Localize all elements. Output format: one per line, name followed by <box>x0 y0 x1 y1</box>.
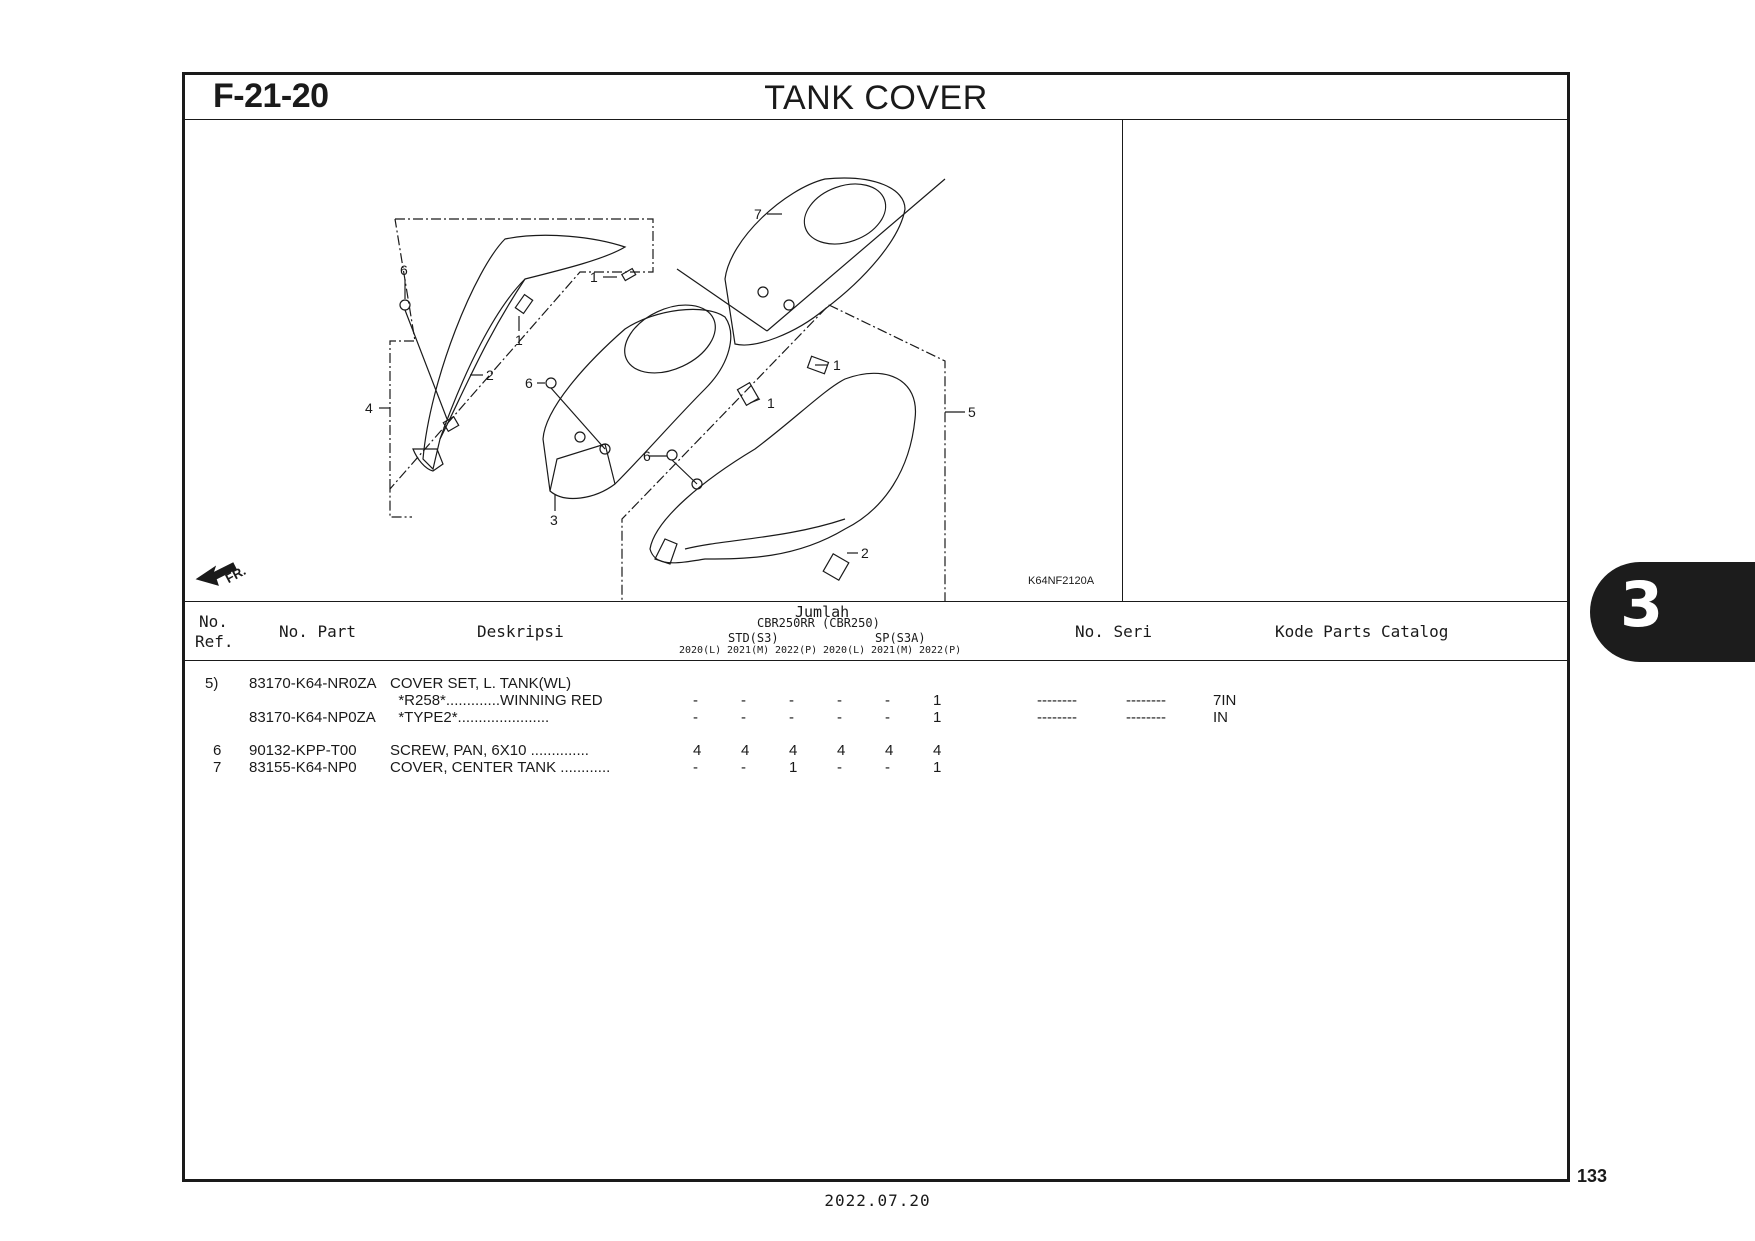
cell-qty: - <box>693 709 698 726</box>
cell-part-number: 83170-K64-NR0ZA <box>249 675 377 692</box>
header-year: 2020(L) <box>823 645 866 656</box>
title-row <box>185 75 1567 120</box>
callout-6a: 6 <box>400 262 408 278</box>
cell-seri: -------- <box>1037 709 1077 726</box>
cell-qty: 1 <box>933 759 942 776</box>
footer-date: 2022.07.20 <box>824 1191 931 1210</box>
cell-seri: -------- <box>1126 692 1166 709</box>
header-deskripsi: Deskripsi <box>477 622 564 641</box>
cell-seri: -------- <box>1126 709 1166 726</box>
callout-3: 3 <box>550 512 558 528</box>
callout-7: 7 <box>754 206 762 222</box>
callout-5: 5 <box>968 404 976 420</box>
front-direction-label: FR. <box>222 562 249 587</box>
callout-4: 4 <box>365 400 373 416</box>
cell-description: COVER SET, L. TANK(WL) <box>390 675 572 692</box>
cell-qty: 4 <box>837 742 846 759</box>
screw-6a <box>400 300 410 310</box>
cell-qty: - <box>885 692 890 709</box>
chapter-number: 3 <box>1620 568 1664 641</box>
cell-description: *TYPE2*...................... <box>390 709 550 726</box>
screw-6c <box>667 450 677 460</box>
cell-qty: - <box>741 692 746 709</box>
part-7-center-cover <box>725 178 905 345</box>
header-year: 2022(P) <box>919 645 962 656</box>
cell-qty: - <box>693 692 698 709</box>
parts-illustration <box>185 119 1122 601</box>
group-outline-4 <box>390 219 653 517</box>
header-no-seri: No. Seri <box>1075 622 1153 641</box>
cell-qty: - <box>885 759 890 776</box>
page-number: 133 <box>1577 1166 1608 1186</box>
cell-qty: - <box>693 759 698 776</box>
blank-panel <box>1122 119 1570 601</box>
header-year: 2021(M) <box>871 645 914 656</box>
callout-1d: 1 <box>767 395 775 411</box>
cell-kode: 7IN <box>1213 692 1237 709</box>
cell-seri: -------- <box>1037 692 1077 709</box>
cell-ref: 6 <box>213 742 222 759</box>
chapter-tab[interactable] <box>1590 562 1755 662</box>
cell-ref: 7 <box>213 759 222 776</box>
sticker-1d <box>737 383 758 406</box>
header-no-ref: No. <box>199 612 228 631</box>
header-ref: Ref. <box>195 632 234 651</box>
catalog-page-frame <box>182 72 1570 1182</box>
part-3-tank-cover <box>543 309 731 498</box>
cell-qty: 4 <box>741 742 750 759</box>
figure-code: F-21-20 <box>213 77 329 115</box>
callout-2b: 2 <box>861 545 869 561</box>
header-no-part: No. Part <box>279 622 357 641</box>
sticker-1b <box>515 295 532 314</box>
cell-qty: - <box>837 692 842 709</box>
callout-6b: 6 <box>525 375 533 391</box>
page-title: TANK COVER <box>764 79 988 117</box>
header-sp: SP(S3A) <box>875 631 926 645</box>
header-jumlah: Jumlah <box>795 603 850 621</box>
sticker-1a <box>622 269 636 281</box>
cell-qty: - <box>885 709 890 726</box>
cell-qty: 4 <box>789 742 798 759</box>
header-year: 2020(L) <box>679 645 722 656</box>
header-kode: Kode Parts Catalog <box>1275 622 1449 641</box>
diagram-code: K64NF2120A <box>1028 575 1095 587</box>
exploded-diagram <box>185 119 1123 601</box>
callout-1a: 1 <box>590 269 598 285</box>
header-model: CBR250RR (CBR250) <box>757 616 880 630</box>
cell-description: COVER, CENTER TANK ............ <box>390 759 611 776</box>
cell-qty: 4 <box>693 742 702 759</box>
cell-ref: 5) <box>205 675 219 692</box>
cell-qty: - <box>837 709 842 726</box>
cell-qty: - <box>789 692 794 709</box>
cell-description: *R258*.............WINNING RED <box>390 692 603 709</box>
cell-description: SCREW, PAN, 6X10 .............. <box>390 742 589 759</box>
screw-6b <box>546 378 556 388</box>
cell-qty: 1 <box>933 709 942 726</box>
group-outline-5 <box>622 305 945 601</box>
cell-qty: 1 <box>789 759 798 776</box>
cell-qty: - <box>741 759 746 776</box>
cell-qty: - <box>837 759 842 776</box>
cell-qty: 4 <box>885 742 894 759</box>
sticker-2 <box>823 554 849 580</box>
cell-kode: IN <box>1213 709 1228 726</box>
callout-1c: 1 <box>833 357 841 373</box>
header-std: STD(S3) <box>728 631 779 645</box>
header-year: 2022(P) <box>775 645 818 656</box>
cell-part-number: 83170-K64-NP0ZA <box>249 709 376 726</box>
callout-6c: 6 <box>643 448 651 464</box>
cell-qty: 1 <box>933 692 942 709</box>
cell-qty: 4 <box>933 742 942 759</box>
header-year: 2021(M) <box>727 645 770 656</box>
callout-1b: 1 <box>515 332 523 348</box>
cell-part-number: 90132-KPP-T00 <box>249 742 357 759</box>
cell-qty: - <box>789 709 794 726</box>
cell-part-number: 83155-K64-NP0 <box>249 759 357 776</box>
parts-table-header <box>185 601 1567 661</box>
callout-2a: 2 <box>486 367 494 383</box>
cell-qty: - <box>741 709 746 726</box>
